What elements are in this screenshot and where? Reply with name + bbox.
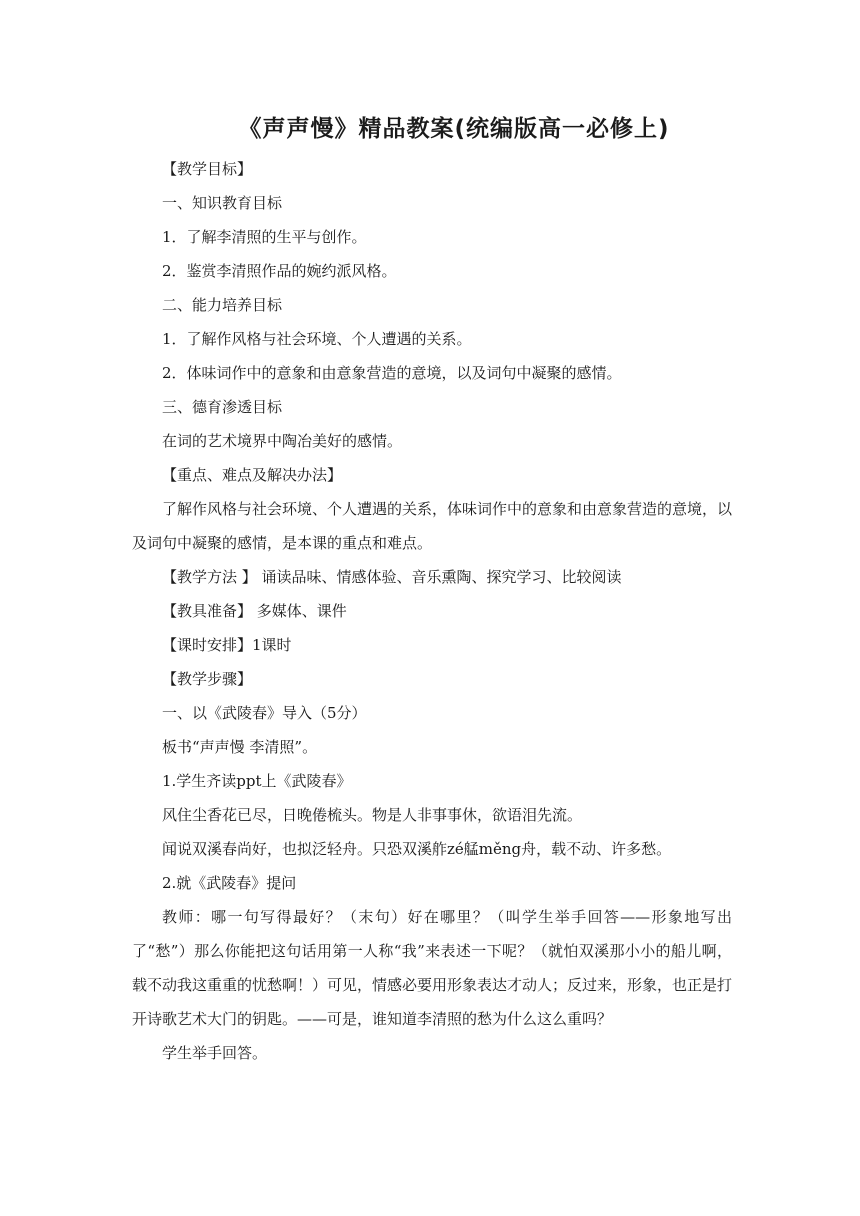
heading-key-points: 【重点、难点及解决办法】 bbox=[162, 466, 343, 484]
section-knowledge-goals: 一、知识教育目标 bbox=[162, 194, 283, 212]
list-item: 1．了解作风格与社会环境、个人遭遇的关系。 bbox=[162, 330, 472, 348]
paragraph: 板书“声声慢 李清照”。 bbox=[162, 738, 318, 756]
paragraph: 学生举手回答。 bbox=[162, 1044, 268, 1062]
class-hours: 【课时安排】1课时 bbox=[162, 636, 292, 654]
paragraph-teacher-question: 教师：哪一句写得最好？（末句）好在哪里？（叫学生举手回答——形象地写出了“愁”）那么你能把这句话用第一人称“我”来表述一下呢？（就怕双溪那小小的船儿啊，载不动我这重重的忧愁啊！）可见，情感必要用形象表达才动人；反过来，形象，也正是打开诗歌艺术大门的钥匙。——可是，谁知道李清照的愁为什么这么重吗？ bbox=[132, 908, 733, 1028]
heading-teaching-steps: 【教学步骤】 bbox=[162, 670, 253, 688]
heading-teaching-goals: 【教学目标】 bbox=[162, 160, 253, 178]
poem-line: 闻说双溪春尚好，也拟泛轻舟。只恐双溪舴zé艋měng舟，载不动、许多愁。 bbox=[162, 840, 672, 858]
list-item: 2．鉴赏李清照作品的婉约派风格。 bbox=[162, 262, 397, 280]
teaching-aids: 【教具准备】 多媒体、课件 bbox=[162, 602, 347, 620]
step-one: 一、以《武陵春》导入（5分） bbox=[162, 704, 367, 722]
paragraph: 在词的艺术境界中陶冶美好的感情。 bbox=[162, 432, 403, 450]
document-body bbox=[132, 152, 732, 1070]
teaching-methods: 【教学方法 】 诵读品味、情感体验、音乐熏陶、探究学习、比较阅读 bbox=[162, 568, 622, 586]
section-moral-goals: 三、德育渗透目标 bbox=[162, 398, 283, 416]
list-item: 1．了解李清照的生平与创作。 bbox=[162, 228, 367, 246]
paragraph-key-points: 了解作风格与社会环境、个人遭遇的关系，体味词作中的意象和由意象营造的意境，以及词句中凝聚的感情，是本课的重点和难点。 bbox=[132, 500, 733, 552]
list-item: 2．体味词作中的意象和由意象营造的意境，以及词句中凝聚的感情。 bbox=[162, 364, 622, 382]
document-title: 《声声慢》精品教案(统编版高一必修上) bbox=[238, 116, 670, 142]
poem-line: 风住尘香花已尽，日晚倦梳头。物是人非事事休，欲语泪先流。 bbox=[162, 806, 583, 824]
list-item: 2.就《武陵春》提问 bbox=[162, 874, 297, 892]
section-ability-goals: 二、能力培养目标 bbox=[162, 296, 283, 314]
list-item: 1.学生齐读ppt上《武陵春》 bbox=[162, 772, 352, 790]
